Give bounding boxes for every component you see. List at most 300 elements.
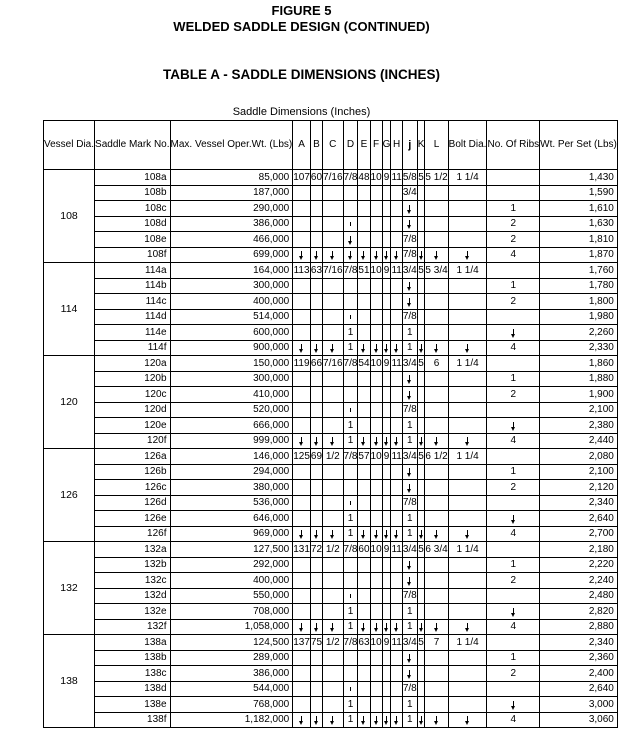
- dim-cell-bolt: [448, 619, 487, 635]
- dim-cell-a: 137: [293, 635, 311, 651]
- dim-cell-bolt: 1 1/4: [448, 449, 487, 465]
- dim-cell-j: [402, 480, 417, 496]
- dim-cell-e: [358, 495, 370, 511]
- figure-title: FIGURE 5: [271, 3, 332, 18]
- max-weight-cell: 289,000: [170, 650, 293, 666]
- dim-cell-j: 3/4: [402, 449, 417, 465]
- dim-cell-c: 7/16: [323, 170, 343, 186]
- continuation-arrow: [421, 623, 422, 630]
- dim-cell-g: [382, 526, 391, 542]
- dim-cell-g: [382, 201, 391, 217]
- dim-cell-l: [425, 604, 448, 620]
- dim-cell-b: [310, 619, 322, 635]
- header-a: A: [293, 121, 311, 170]
- dim-cell-b: [310, 511, 322, 527]
- dim-cell-a: [293, 309, 311, 325]
- table-row: [44, 697, 618, 713]
- saddle-mark-cell: 108b: [95, 185, 170, 201]
- weight-per-set-cell: 2,880: [540, 619, 618, 635]
- dim-cell-f: [370, 619, 382, 635]
- dim-cell-e: 48: [358, 170, 370, 186]
- continuation-arrow: [409, 298, 410, 305]
- header-c: C: [323, 121, 343, 170]
- dim-cell-a: [293, 185, 311, 201]
- continuation-arrow: [376, 623, 377, 630]
- dim-cell-j: [402, 650, 417, 666]
- max-weight-cell: 708,000: [170, 604, 293, 620]
- max-weight-cell: 150,000: [170, 356, 293, 372]
- dim-cell-k: [417, 278, 425, 294]
- dim-cell-bolt: [448, 557, 487, 573]
- dim-cell-bolt: [448, 294, 487, 310]
- dim-cell-e: [358, 340, 370, 356]
- dim-cell-l: [425, 418, 448, 434]
- dim-cell-c: [323, 650, 343, 666]
- dim-cell-f: [370, 418, 382, 434]
- weight-per-set-cell: 2,440: [540, 433, 618, 449]
- dim-cell-l: [425, 712, 448, 728]
- dim-cell-f: [370, 526, 382, 542]
- dim-cell-b: [310, 526, 322, 542]
- weight-per-set-cell: 2,180: [540, 542, 618, 558]
- dim-cell-k: [417, 604, 425, 620]
- dim-cell-b: 60: [310, 170, 322, 186]
- max-weight-cell: 386,000: [170, 216, 293, 232]
- continuation-arrow: [513, 422, 514, 429]
- dim-cell-g: [382, 511, 391, 527]
- dim-cell-j: 3/4: [402, 263, 417, 279]
- dim-cell-j: [402, 371, 417, 387]
- weight-per-set-cell: 2,340: [540, 635, 618, 651]
- ribs-cell: [487, 449, 540, 465]
- vessel-dia-cell: 132: [44, 542, 95, 635]
- dim-cell-j: 1: [402, 526, 417, 542]
- dim-cell-h: [391, 402, 402, 418]
- saddle-mark-cell: 108e: [95, 232, 170, 248]
- dim-cell-l: [425, 573, 448, 589]
- dim-cell-e: [358, 294, 370, 310]
- max-weight-cell: 294,000: [170, 464, 293, 480]
- dim-cell-c: 7/16: [323, 356, 343, 372]
- dim-cell-k: 5: [417, 263, 425, 279]
- dim-cell-d: [343, 402, 358, 418]
- weight-per-set-cell: 1,900: [540, 387, 618, 403]
- dim-cell-d: 7/8: [343, 635, 358, 651]
- dim-cell-a: [293, 557, 311, 573]
- dim-cell-d: [343, 573, 358, 589]
- dim-cell-e: 63: [358, 635, 370, 651]
- dim-cell-a: [293, 247, 311, 263]
- dim-cell-j: 1: [402, 418, 417, 434]
- saddle-mark-cell: 114a: [95, 263, 170, 279]
- ribs-cell: [487, 588, 540, 604]
- dim-cell-h: [391, 418, 402, 434]
- continuation-arrow: [421, 251, 422, 258]
- dim-cell-j: 1: [402, 619, 417, 635]
- dim-cell-bolt: [448, 418, 487, 434]
- dim-cell-b: [310, 247, 322, 263]
- dim-cell-j: 1: [402, 433, 417, 449]
- dim-cell-a: [293, 294, 311, 310]
- dim-cell-c: [323, 201, 343, 217]
- dim-cell-d: [343, 201, 358, 217]
- max-weight-cell: 1,182,000: [170, 712, 293, 728]
- dim-cell-e: [358, 387, 370, 403]
- continuation-arrow: [409, 670, 410, 677]
- dim-cell-c: [323, 433, 343, 449]
- dim-cell-a: 113: [293, 263, 311, 279]
- vessel-dia-cell: 138: [44, 635, 95, 728]
- dim-cell-bolt: [448, 232, 487, 248]
- max-weight-cell: 380,000: [170, 480, 293, 496]
- weight-per-set-cell: 2,360: [540, 650, 618, 666]
- weight-per-set-cell: 2,100: [540, 464, 618, 480]
- dim-cell-j: [402, 573, 417, 589]
- dim-cell-h: [391, 294, 402, 310]
- dim-cell-c: [323, 588, 343, 604]
- weight-per-set-cell: 1,880: [540, 371, 618, 387]
- header-vessel-dia: Vessel Dia.: [44, 121, 95, 170]
- dim-cell-k: 5: [417, 542, 425, 558]
- max-weight-cell: 400,000: [170, 294, 293, 310]
- dim-cell-j: [402, 464, 417, 480]
- continuation-arrow: [396, 623, 397, 630]
- dim-cell-h: [391, 201, 402, 217]
- dim-cell-c: [323, 697, 343, 713]
- dim-cell-a: 125: [293, 449, 311, 465]
- weight-per-set-cell: 1,810: [540, 232, 618, 248]
- continuation-arrow: [421, 530, 422, 537]
- dim-cell-l: [425, 681, 448, 697]
- dim-cell-c: [323, 464, 343, 480]
- weight-per-set-cell: 1,800: [540, 294, 618, 310]
- continuation-arrow: [301, 344, 302, 351]
- ribs-cell: [487, 185, 540, 201]
- dim-cell-h: [391, 697, 402, 713]
- saddle-mark-cell: 114e: [95, 325, 170, 341]
- weight-per-set-cell: 1,980: [540, 309, 618, 325]
- max-weight-cell: 290,000: [170, 201, 293, 217]
- dim-cell-c: [323, 309, 343, 325]
- dim-cell-d: 7/8: [343, 170, 358, 186]
- continuation-arrow: [421, 716, 422, 723]
- dim-cell-d: 7/8: [343, 356, 358, 372]
- max-weight-cell: 386,000: [170, 666, 293, 682]
- dim-cell-f: 10: [370, 356, 382, 372]
- dim-cell-g: 9: [382, 449, 391, 465]
- dim-cell-b: [310, 495, 322, 511]
- dim-cell-g: [382, 619, 391, 635]
- dim-cell-f: [370, 325, 382, 341]
- dim-cell-l: 6: [425, 356, 448, 372]
- dim-cell-h: [391, 325, 402, 341]
- dim-cell-b: [310, 666, 322, 682]
- dim-cell-e: 57: [358, 449, 370, 465]
- dim-cell-e: 51: [358, 263, 370, 279]
- dim-cell-b: [310, 588, 322, 604]
- dim-cell-b: [310, 650, 322, 666]
- saddle-mark-cell: 120b: [95, 371, 170, 387]
- dim-cell-g: 9: [382, 356, 391, 372]
- dim-cell-b: [310, 278, 322, 294]
- dim-cell-c: [323, 325, 343, 341]
- dim-cell-k: [417, 557, 425, 573]
- dim-cell-f: [370, 402, 382, 418]
- max-weight-cell: 646,000: [170, 511, 293, 527]
- dim-cell-h: [391, 216, 402, 232]
- dim-cell-j: 7/8: [402, 232, 417, 248]
- saddle-mark-cell: 108f: [95, 247, 170, 263]
- ribs-cell: 2: [487, 480, 540, 496]
- weight-per-set-cell: 1,430: [540, 170, 618, 186]
- dim-cell-c: [323, 294, 343, 310]
- table-row: [44, 604, 618, 620]
- dim-cell-l: [425, 278, 448, 294]
- continuation-arrow: [332, 251, 333, 258]
- dim-cell-f: [370, 697, 382, 713]
- dim-cell-d: 1: [343, 712, 358, 728]
- table-row: [44, 371, 618, 387]
- dim-cell-a: [293, 480, 311, 496]
- table-row: [44, 526, 618, 542]
- dim-cell-bolt: [448, 604, 487, 620]
- dim-cell-f: [370, 340, 382, 356]
- dim-cell-l: [425, 340, 448, 356]
- ribs-cell: [487, 402, 540, 418]
- dim-cell-h: [391, 712, 402, 728]
- dim-cell-j: [402, 387, 417, 403]
- saddle-mark-cell: 120c: [95, 387, 170, 403]
- table-row: [44, 712, 618, 728]
- continuation-arrow: [436, 251, 437, 258]
- ribs-cell: [487, 511, 540, 527]
- dim-cell-e: [358, 604, 370, 620]
- dim-cell-c: [323, 604, 343, 620]
- dim-cell-bolt: [448, 666, 487, 682]
- dim-cell-l: 7: [425, 635, 448, 651]
- dim-cell-c: [323, 185, 343, 201]
- dim-cell-f: [370, 712, 382, 728]
- dim-cell-b: [310, 697, 322, 713]
- table-row: [44, 216, 618, 232]
- dim-cell-e: [358, 681, 370, 697]
- dim-cell-e: [358, 619, 370, 635]
- dim-cell-k: 5: [417, 449, 425, 465]
- dim-cell-g: [382, 232, 391, 248]
- weight-per-set-cell: 2,480: [540, 588, 618, 604]
- saddle-mark-cell: 108d: [95, 216, 170, 232]
- weight-per-set-cell: 2,260: [540, 325, 618, 341]
- dim-cell-g: [382, 697, 391, 713]
- continuation-arrow: [467, 623, 468, 630]
- header-row: [44, 121, 618, 170]
- continuation-tick: [350, 408, 351, 412]
- dim-cell-bolt: [448, 650, 487, 666]
- dim-cell-a: [293, 464, 311, 480]
- dim-cell-h: 11: [391, 263, 402, 279]
- continuation-arrow: [316, 344, 317, 351]
- dim-cell-j: 3/4: [402, 185, 417, 201]
- dim-cell-d: [343, 588, 358, 604]
- dim-cell-c: 1/2: [323, 542, 343, 558]
- dim-cell-f: [370, 557, 382, 573]
- dim-cell-d: [343, 232, 358, 248]
- weight-per-set-cell: 1,780: [540, 278, 618, 294]
- dim-cell-bolt: [448, 185, 487, 201]
- saddle-mark-cell: 114d: [95, 309, 170, 325]
- saddle-mark-cell: 138d: [95, 681, 170, 697]
- weight-per-set-cell: 1,610: [540, 201, 618, 217]
- dim-cell-c: [323, 402, 343, 418]
- max-weight-cell: 544,000: [170, 681, 293, 697]
- dim-cell-bolt: [448, 588, 487, 604]
- ribs-cell: 2: [487, 387, 540, 403]
- saddle-mark-cell: 138b: [95, 650, 170, 666]
- ribs-cell: [487, 681, 540, 697]
- dim-cell-bolt: [448, 480, 487, 496]
- dim-cell-g: 9: [382, 635, 391, 651]
- saddle-mark-cell: 138a: [95, 635, 170, 651]
- dim-cell-b: [310, 309, 322, 325]
- dim-cell-k: [417, 340, 425, 356]
- dim-cell-b: 63: [310, 263, 322, 279]
- dim-cell-e: [358, 216, 370, 232]
- table-row: [44, 449, 618, 465]
- dim-cell-f: [370, 387, 382, 403]
- continuation-arrow: [316, 437, 317, 444]
- weight-per-set-cell: 2,400: [540, 666, 618, 682]
- weight-per-set-cell: 1,630: [540, 216, 618, 232]
- dim-cell-f: [370, 201, 382, 217]
- saddle-mark-cell: 108c: [95, 201, 170, 217]
- dim-cell-bolt: 1 1/4: [448, 356, 487, 372]
- continuation-arrow: [301, 251, 302, 258]
- saddle-mark-cell: 138c: [95, 666, 170, 682]
- dim-cell-h: [391, 604, 402, 620]
- dim-cell-c: [323, 232, 343, 248]
- dim-cell-h: [391, 480, 402, 496]
- continuation-arrow: [467, 437, 468, 444]
- ribs-cell: 1: [487, 278, 540, 294]
- dim-cell-h: [391, 464, 402, 480]
- dim-cell-f: [370, 371, 382, 387]
- saddle-mark-cell: 120e: [95, 418, 170, 434]
- header-d: D: [343, 121, 358, 170]
- saddle-mark-cell: 132a: [95, 542, 170, 558]
- dim-cell-g: [382, 650, 391, 666]
- dim-cell-l: [425, 232, 448, 248]
- dim-cell-h: [391, 650, 402, 666]
- dim-cell-e: [358, 371, 370, 387]
- dim-cell-a: [293, 619, 311, 635]
- dim-cell-a: [293, 712, 311, 728]
- dim-cell-k: [417, 325, 425, 341]
- dim-cell-h: [391, 309, 402, 325]
- dim-cell-b: [310, 294, 322, 310]
- dim-cell-j: 3/4: [402, 635, 417, 651]
- dim-cell-c: [323, 681, 343, 697]
- dim-cell-bolt: [448, 402, 487, 418]
- dim-cell-l: [425, 247, 448, 263]
- max-weight-cell: 536,000: [170, 495, 293, 511]
- dim-cell-h: [391, 573, 402, 589]
- dim-cell-d: 1: [343, 418, 358, 434]
- ribs-cell: 2: [487, 294, 540, 310]
- dim-cell-g: [382, 185, 391, 201]
- dim-cell-b: 72: [310, 542, 322, 558]
- dim-cell-l: [425, 325, 448, 341]
- ribs-cell: 4: [487, 526, 540, 542]
- continuation-arrow: [421, 437, 422, 444]
- dim-cell-l: 5 1/2: [425, 170, 448, 186]
- continuation-arrow: [363, 251, 364, 258]
- weight-per-set-cell: 2,330: [540, 340, 618, 356]
- continuation-arrow: [316, 530, 317, 537]
- dim-cell-f: [370, 666, 382, 682]
- dim-cell-a: 107: [293, 170, 311, 186]
- dim-cell-g: [382, 402, 391, 418]
- dim-cell-g: [382, 247, 391, 263]
- dim-cell-l: [425, 402, 448, 418]
- dim-cell-b: 66: [310, 356, 322, 372]
- dim-cell-f: [370, 464, 382, 480]
- dim-cell-a: [293, 588, 311, 604]
- weight-per-set-cell: 2,640: [540, 511, 618, 527]
- continuation-arrow: [436, 716, 437, 723]
- header-no-of-ribs: No. Of Ribs: [487, 121, 540, 170]
- dim-cell-l: [425, 185, 448, 201]
- dim-cell-k: [417, 495, 425, 511]
- ribs-cell: 4: [487, 340, 540, 356]
- dim-cell-k: [417, 247, 425, 263]
- continuation-arrow: [332, 344, 333, 351]
- dim-cell-j: 1: [402, 604, 417, 620]
- weight-per-set-cell: 2,700: [540, 526, 618, 542]
- dim-cell-k: [417, 650, 425, 666]
- dim-cell-h: [391, 247, 402, 263]
- table-row: [44, 325, 618, 341]
- dim-cell-a: [293, 371, 311, 387]
- continuation-arrow: [409, 220, 410, 227]
- dim-cell-h: [391, 511, 402, 527]
- dim-cell-a: 119: [293, 356, 311, 372]
- dim-cell-d: [343, 309, 358, 325]
- dim-cell-a: [293, 526, 311, 542]
- dim-cell-d: [343, 666, 358, 682]
- dim-cell-b: [310, 325, 322, 341]
- dim-cell-c: [323, 278, 343, 294]
- dim-cell-f: [370, 604, 382, 620]
- dim-cell-bolt: [448, 573, 487, 589]
- dim-cell-j: [402, 294, 417, 310]
- table-row: [44, 635, 618, 651]
- ribs-cell: [487, 697, 540, 713]
- dim-cell-d: [343, 650, 358, 666]
- max-weight-cell: 1,058,000: [170, 619, 293, 635]
- dim-cell-d: [343, 495, 358, 511]
- dim-cell-f: [370, 650, 382, 666]
- dim-cell-b: [310, 464, 322, 480]
- dim-cell-a: [293, 402, 311, 418]
- vessel-dia-cell: 108: [44, 170, 95, 263]
- dim-cell-c: [323, 216, 343, 232]
- dim-cell-d: 1: [343, 511, 358, 527]
- dim-cell-h: 11: [391, 356, 402, 372]
- dim-cell-k: [417, 573, 425, 589]
- dim-cell-a: [293, 278, 311, 294]
- table-row: [44, 418, 618, 434]
- dim-cell-f: [370, 511, 382, 527]
